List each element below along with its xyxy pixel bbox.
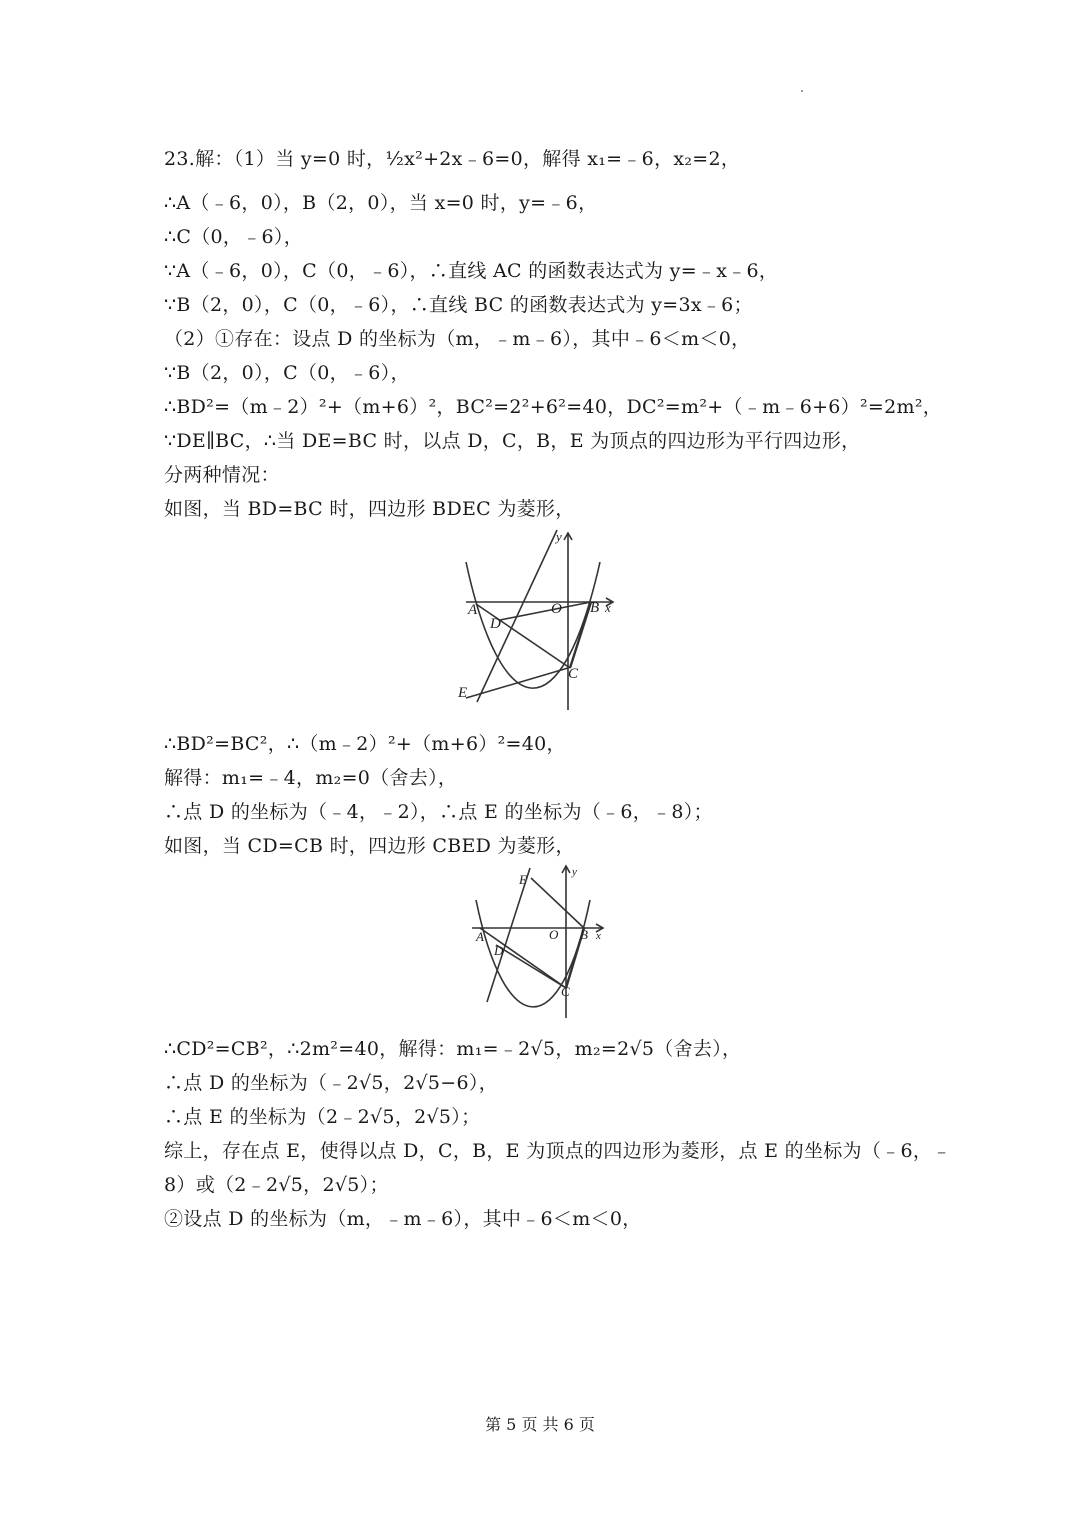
page-footer: 第 5 页 共 6 页	[485, 1415, 595, 1434]
label-c: C	[568, 666, 579, 682]
label-x: x	[596, 930, 601, 942]
line-de-extended	[487, 868, 530, 1002]
solution-line-7: ∵B（2，0），C（0，﹣6），	[164, 362, 410, 384]
solution-line-21: ②设点 D 的坐标为（m，﹣m﹣6），其中﹣6＜m＜0，	[164, 1208, 642, 1230]
label-c: C	[561, 984, 570, 999]
solution-line-18: ∴点 E 的坐标为（2﹣2√5，2√5）；	[164, 1106, 481, 1128]
label-y: y	[556, 529, 562, 544]
label-o: O	[549, 927, 559, 942]
figure-rhombus-cbed	[465, 860, 615, 1025]
label-y: y	[572, 866, 577, 878]
label-b: B	[590, 600, 600, 616]
solution-line-15: 如图，当 CD=CB 时，四边形 CBED 为菱形，	[164, 835, 575, 857]
solution-line-9: ∵DE∥BC，∴当 DE=BC 时，以点 D，C，B，E 为顶点的四边形为平行四边形，	[164, 430, 861, 452]
solution-line-10: 分两种情况：	[164, 464, 280, 486]
label-d: D	[490, 616, 501, 632]
label-d: D	[494, 943, 504, 958]
solution-line-8: ∴BD²=（m﹣2）²+（m+6）²，BC²=2²+6²=40，DC²=m²+（﹣m﹣6+6）²=2m²，	[164, 396, 943, 418]
figure-rhombus-bdec	[450, 528, 620, 714]
solution-line-4: ∵A（﹣6，0），C（0，﹣6），∴直线 AC 的函数表达式为 y=﹣x﹣6，	[164, 260, 779, 282]
label-e: E	[519, 872, 527, 887]
label-x: x	[605, 600, 611, 615]
solution-line-11: 如图，当 BD=BC 时，四边形 BDEC 为菱形，	[164, 498, 575, 520]
solution-line-6: （2）①存在：设点 D 的坐标为（m，﹣m﹣6），其中﹣6＜m＜0，	[164, 328, 751, 350]
solution-line-17: ∴点 D 的坐标为（﹣2√5，2√5−6），	[164, 1072, 498, 1094]
label-b: B	[580, 927, 588, 942]
segment-dc	[496, 945, 566, 988]
label-o: O	[551, 601, 562, 617]
label-e: E	[458, 685, 468, 701]
label-a: A	[468, 602, 478, 618]
segment-ec	[466, 668, 568, 698]
solution-line-1: 23.解：（1）当 y=0 时，½x²+2x﹣6=0，解得 x₁=﹣6，x₂=2，	[164, 148, 741, 170]
solution-line-5: ∵B（2，0），C（0，﹣6），∴直线 BC 的函数表达式为 y=3x﹣6；	[164, 294, 753, 316]
scan-speck	[801, 90, 803, 92]
solution-line-2: ∴A（﹣6，0），B（2，0），当 x=0 时，y=﹣6，	[164, 192, 598, 214]
solution-line-13: 解得：m₁=﹣4，m₂=0（舍去），	[164, 767, 458, 789]
segment-cb	[570, 602, 591, 668]
solution-line-19: 综上，存在点 E，使得以点 D，C，B，E 为顶点的四边形为菱形，点 E 的坐标为（﹣6，﹣	[164, 1140, 952, 1162]
solution-line-12: ∴BD²=BC²，∴（m﹣2）²+（m+6）²=40，	[164, 733, 566, 755]
solution-line-16: ∴CD²=CB²，∴2m²=40，解得：m₁=﹣2√5，m₂=2√5（舍去），	[164, 1038, 742, 1060]
segment-db	[500, 602, 591, 620]
label-a: A	[476, 929, 484, 944]
solution-line-20: 8）或（2﹣2√5，2√5）；	[164, 1174, 389, 1196]
solution-line-14: ∴点 D 的坐标为（﹣4，﹣2），∴点 E 的坐标为（﹣6，﹣8）；	[164, 801, 713, 823]
segment-eb	[531, 878, 584, 928]
solution-line-3: ∴C（0，﹣6），	[164, 226, 304, 248]
